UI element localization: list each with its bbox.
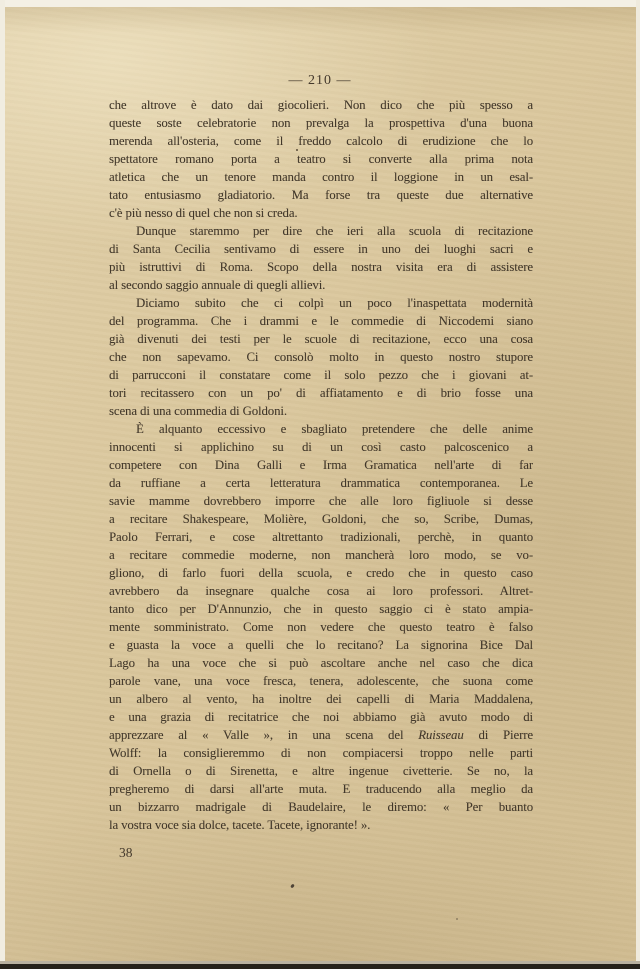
text-line: a recitare commedie moderne, non mancherà loro modo, se vo- (109, 548, 533, 562)
text-line: atletica che un tenore manda contro il loggione in un esal- (109, 170, 533, 184)
text-line: Wolff: la consiglieremmo di non compiacersi troppo nelle parti (109, 746, 533, 760)
text-line: c'è più nesso di quel che non si creda. (109, 206, 298, 220)
text-line: tato entusiasmo gladiatorio. Ma forse tra queste due alternative (109, 188, 533, 202)
text-line: la vostra voce sia dolce, tacete. Tacete, ignorante! ». (109, 818, 371, 832)
text-line: che non sapevamo. Ci consolò molto in questo nostro stupore (109, 350, 533, 364)
text-line: scena di una commedia di Goldoni. (109, 404, 287, 418)
text-line: queste soste celebratorie non prevalga la prospettiva d'una buona (109, 116, 533, 130)
paragraph (109, 96, 533, 222)
text-line: Paolo Ferrari, e cose altrettanto tradizionali, perchè, in quanto (109, 530, 533, 544)
text-line: savie mamme dovrebbero imporre che alle loro figliuole si desse (109, 494, 533, 508)
text-line: al secondo saggio annuale di quegli allievi. (109, 278, 326, 292)
text-line: più istruttivi di Roma. Scopo della nostra visita era di assistere (109, 260, 533, 274)
text-line: spettatore romano porta a teatro si converte alla prima nota (109, 152, 533, 166)
text-line: tanto dico per D'Annunzio, che in questo saggio ci è stato ampia- (109, 602, 533, 616)
paragraph (109, 420, 533, 834)
text-line: È alquanto eccessivo e sbagliato pretendere che delle anime (136, 422, 533, 436)
text-line: e una grazia di recitatrice che noi abbiamo già avuto modo di (109, 710, 533, 724)
text-line: Lago ha una voce che si può ascoltare anche nel caso che dica (109, 656, 533, 670)
scan-edge-top (0, 0, 640, 7)
ink-speck (456, 918, 458, 920)
text-line: pregheremo di darsi all'arte muta. E traducendo alla meglio da (109, 782, 533, 796)
text-line: mente somministrato. Come non vedere che questo teatro è falso (109, 620, 533, 634)
scan-edge-left (0, 0, 5, 969)
text-line: avrebbero da insegnare qualche cosa ai loro professori. Altret- (109, 584, 533, 598)
text-line: Diciamo subito che ci colpì un poco l'inaspettata modernità (136, 296, 533, 310)
body-text (109, 96, 533, 834)
text-line: di Santa Cecilia sentivamo di essere in uno dei luoghi sacri e (109, 242, 533, 256)
text-line: di Ornella o di Sirenetta, e altre ingenue civetterie. Se no, la (109, 764, 533, 778)
text-line: un bizzarro madrigale di Baudelaire, le diremo: « Per buanto (109, 800, 533, 814)
italic-title: Ruisseau (418, 728, 464, 742)
text-line: già divenuti dei testi per le scuole di recitazione, ecco una cosa (109, 332, 533, 346)
ink-speck (296, 149, 298, 151)
text-line: che altrove è dato dai giocolieri. Non dico che più spesso a (109, 98, 533, 112)
text-line: a recitare Shakespeare, Molière, Goldoni, che so, Scribe, Dumas, (109, 512, 533, 526)
text-line: merenda all'osteria, come il freddo calcolo di erudizione che lo (109, 134, 533, 148)
text-line: un albero al vento, ha inoltre dei capelli di Maria Maddalena, (109, 692, 533, 706)
page-number: — 210 — (288, 73, 352, 88)
text-line: e guasta la voce a quelli che lo recitano? La signorina Bice Dal (109, 638, 533, 652)
gathering-signature-number: 38 (119, 845, 133, 860)
text-line: da ruffiane a certa letteratura drammatica contemporanea. Le (109, 476, 533, 490)
text-line: competere con Dina Galli e Irma Gramatica nell'arte di far (109, 458, 533, 472)
text-line: tori recitassero con un po' di affiatamento e di brio fosse una (109, 386, 533, 400)
text-line: gliono, di farlo fuori della scuola, e credo che in questo caso (109, 566, 533, 580)
text-line: apprezzare al « Valle », in una scena del Ruisseau di Pierre (109, 728, 533, 742)
paragraph (109, 294, 533, 420)
paragraph (109, 222, 533, 294)
scan-edge-right (636, 0, 640, 969)
ink-speck (290, 884, 295, 889)
text-line: di parrucconi il constatare come il solo pezzo che i giovani at- (109, 368, 533, 382)
text-line: parole vane, una voce fresca, tenera, adolescente, che suona come (109, 674, 533, 688)
text-line: innocenti si applichino su di un così casto palcoscenico a (109, 440, 533, 454)
text-line: del programma. Che i drammi e le commedie di Niccodemi siano (109, 314, 533, 328)
text-line: Dunque staremmo per dire che ieri alla scuola di recitazione (136, 224, 533, 238)
scan-edge-bottom (0, 964, 640, 969)
